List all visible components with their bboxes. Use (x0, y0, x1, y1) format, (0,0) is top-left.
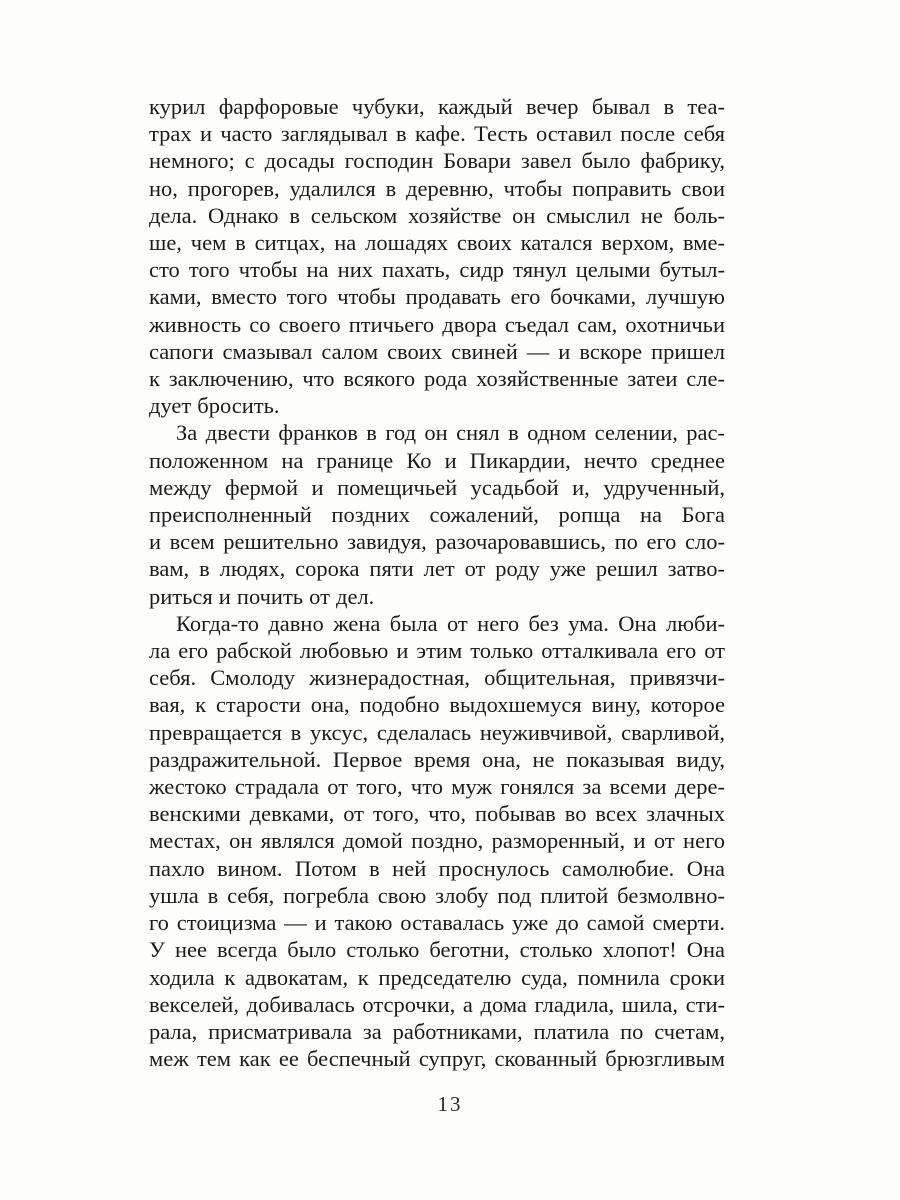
text-line: ками, вместо того чтобы продавать его бочками, лучшую (149, 284, 725, 310)
text-line: сто того чтобы на них пахать, сидр тянул целыми бутыл- (149, 257, 725, 283)
text-line: себя. Смолоду жизнерадостная, общительная, привязчи- (149, 665, 725, 691)
text-line: к заключению, что всякого рода хозяйственные затеи сле- (149, 366, 725, 392)
text-line: меж тем как ее беспечный супруг, скованный брюзгливым (149, 1046, 725, 1072)
text-line: жестоко страдала от того, что муж гонялся за всеми дере- (149, 774, 725, 800)
text-line: вая, к старости она, подобно выдохшемуся вину, которое (149, 692, 725, 718)
text-line: дует бросить. (149, 393, 280, 419)
text-line: курил фарфоровые чубуки, каждый вечер бывал в теа- (149, 94, 725, 119)
paragraph (149, 610, 725, 1072)
text-line: сапоги смазывал салом своих свиней — и вскоре пришел (149, 338, 725, 364)
page-number: 13 (437, 1092, 463, 1116)
text-line: ла его рабской любовью и этим только отталкивала его от (149, 638, 725, 664)
text-line: го стоицизма — и такою оставалась уже до самой смерти. (149, 910, 725, 936)
paragraph (149, 93, 725, 419)
page-text (149, 93, 725, 1072)
text-line: между фермой и помещичьей усадьбой и, удрученный, (149, 474, 725, 500)
text-line: преисполненный поздних сожалений, ропща на Бога (149, 502, 725, 528)
text-line: положенном на границе Ко и Пикардии, нечто среднее (149, 447, 725, 473)
text-line: пахло вином. Потом в ней проснулось самолюбие. Она (149, 855, 725, 881)
text-line: превращается в уксус, сделалась неуживчивой, сварливой, (149, 719, 725, 745)
text-line: За двести франков в год он снял в одном селении, рас- (176, 420, 725, 446)
text-line: ходила к адвокатам, к председателю суда, помнила сроки (149, 964, 725, 990)
text-line: местах, он являлся домой поздно, разморенный, и от него (149, 828, 725, 854)
text-line: вам, в людях, сорока пяти лет от роду уже решил затво- (149, 556, 725, 582)
text-line: рала, присматривала за работниками, платила по счетам, (149, 1018, 725, 1044)
text-line: венскими девками, от того, что, побывав во всех злачных (149, 801, 725, 827)
text-line: векселей, добивалась отсрочки, а дома гладила, шила, сти- (149, 991, 725, 1017)
text-line: но, прогорев, удалился в деревню, чтобы поправить свои (149, 175, 725, 201)
text-line: дела. Однако в сельском хозяйстве он смыслил не боль- (149, 202, 725, 228)
text-line: риться и почить от дел. (149, 583, 375, 609)
text-line: У нее всегда было столько беготни, столько хлопот! Она (149, 937, 725, 963)
text-line: ушла в себя, погребла свою злобу под плитой безмолвно- (149, 882, 725, 908)
text-line: живность со своего птичьего двора съедал сам, охотничьи (149, 311, 725, 337)
text-line: и всем решительно завидуя, разочаровавшись, по его сло- (149, 529, 725, 555)
text-line: ше, чем в ситцах, на лошадях своих катался верхом, вме- (149, 230, 725, 256)
text-line: трах и часто заглядывал в кафе. Тесть оставил после себя (149, 121, 725, 147)
text-line: раздражительной. Первое время она, не показывая виду, (149, 746, 725, 772)
text-line: Когда-то давно жена была от него без ума. Она люби- (176, 610, 725, 636)
paragraph (149, 419, 725, 609)
text-line: немного; с досады господин Бовари завел было фабрику, (149, 148, 725, 174)
